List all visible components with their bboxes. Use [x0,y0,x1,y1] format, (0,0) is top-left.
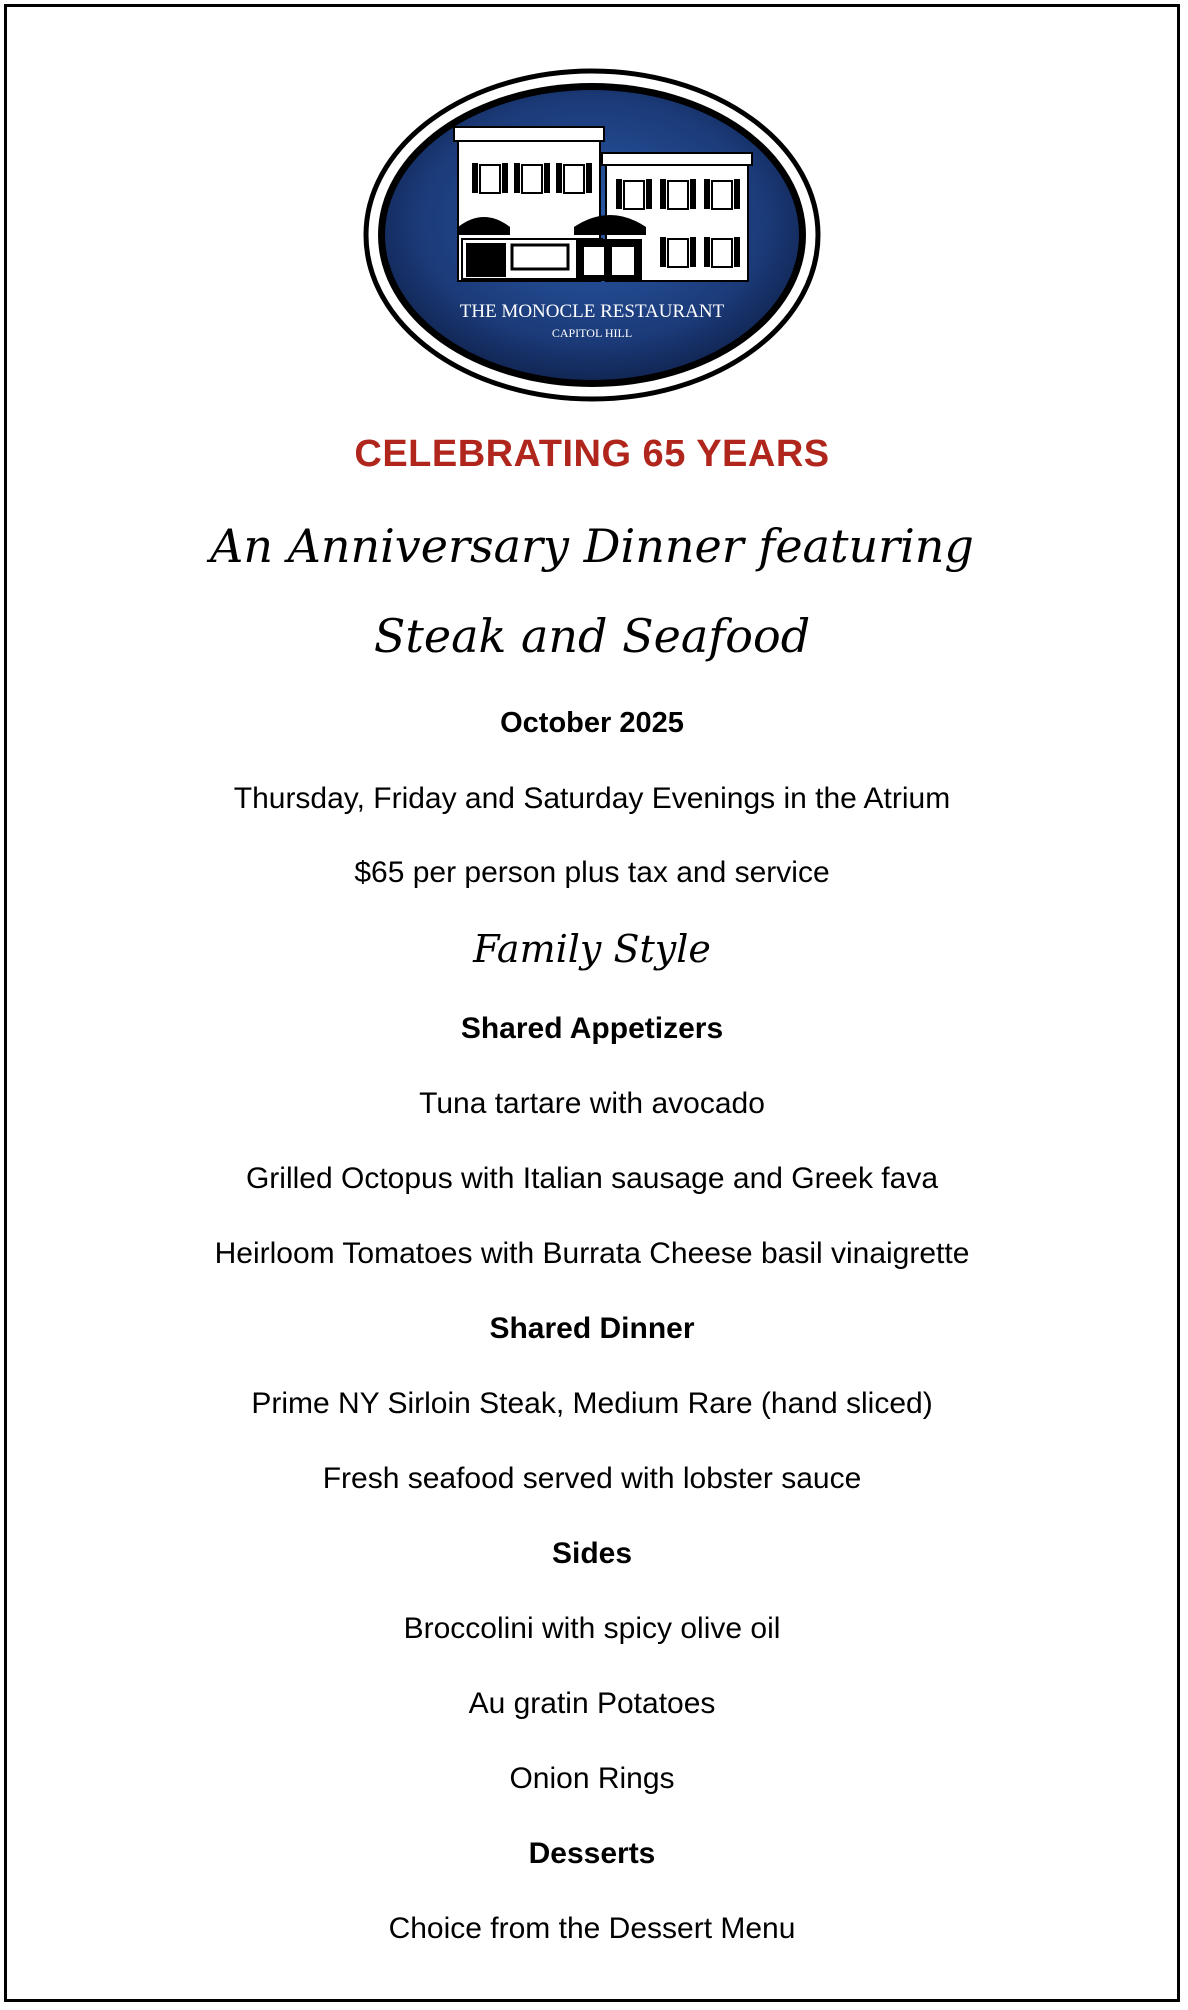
schedule-text: Thursday, Friday and Saturday Evenings in the Atrium [233,782,951,815]
menu-item: Au gratin Potatoes [468,1687,716,1720]
logo-name-text: THE MONOCLE RESTAURANT [459,301,725,322]
logo-container [7,67,1177,403]
menu-item: Prime NY Sirloin Steak, Medium Rare (hand sliced) [251,1387,933,1420]
restaurant-logo [362,67,822,403]
menu-item: Tuna tartare with avocado [419,1087,765,1120]
dinner-heading: Shared Dinner [489,1312,695,1345]
menu-item: Choice from the Dessert Menu [388,1912,796,1945]
headline: CELEBRATING 65 YEARS [354,433,830,475]
sides-heading: Sides [551,1537,633,1570]
service-style: Family Style [473,927,711,971]
desserts-heading: Desserts [528,1837,656,1870]
menu-item: Grilled Octopus with Italian sausage and Greek fava [245,1162,939,1195]
price-text: $65 per person plus tax and service [354,856,830,889]
logo-sub-text: CAPITOL HILL [551,326,633,340]
menu-item: Heirloom Tomatoes with Burrata Cheese basil vinaigrette [214,1237,970,1270]
appetizers-heading: Shared Appetizers [460,1012,724,1045]
menu-card [4,4,1180,2002]
menu-item: Fresh seafood served with lobster sauce [322,1462,862,1495]
menu-item: Onion Rings [509,1762,675,1795]
menu-item: Broccolini with spicy olive oil [403,1612,781,1645]
subtitle-line-1: An Anniversary Dinner featuring [210,519,974,573]
subtitle-line-2: Steak and Seafood [373,609,811,663]
event-date: October 2025 [500,707,684,739]
